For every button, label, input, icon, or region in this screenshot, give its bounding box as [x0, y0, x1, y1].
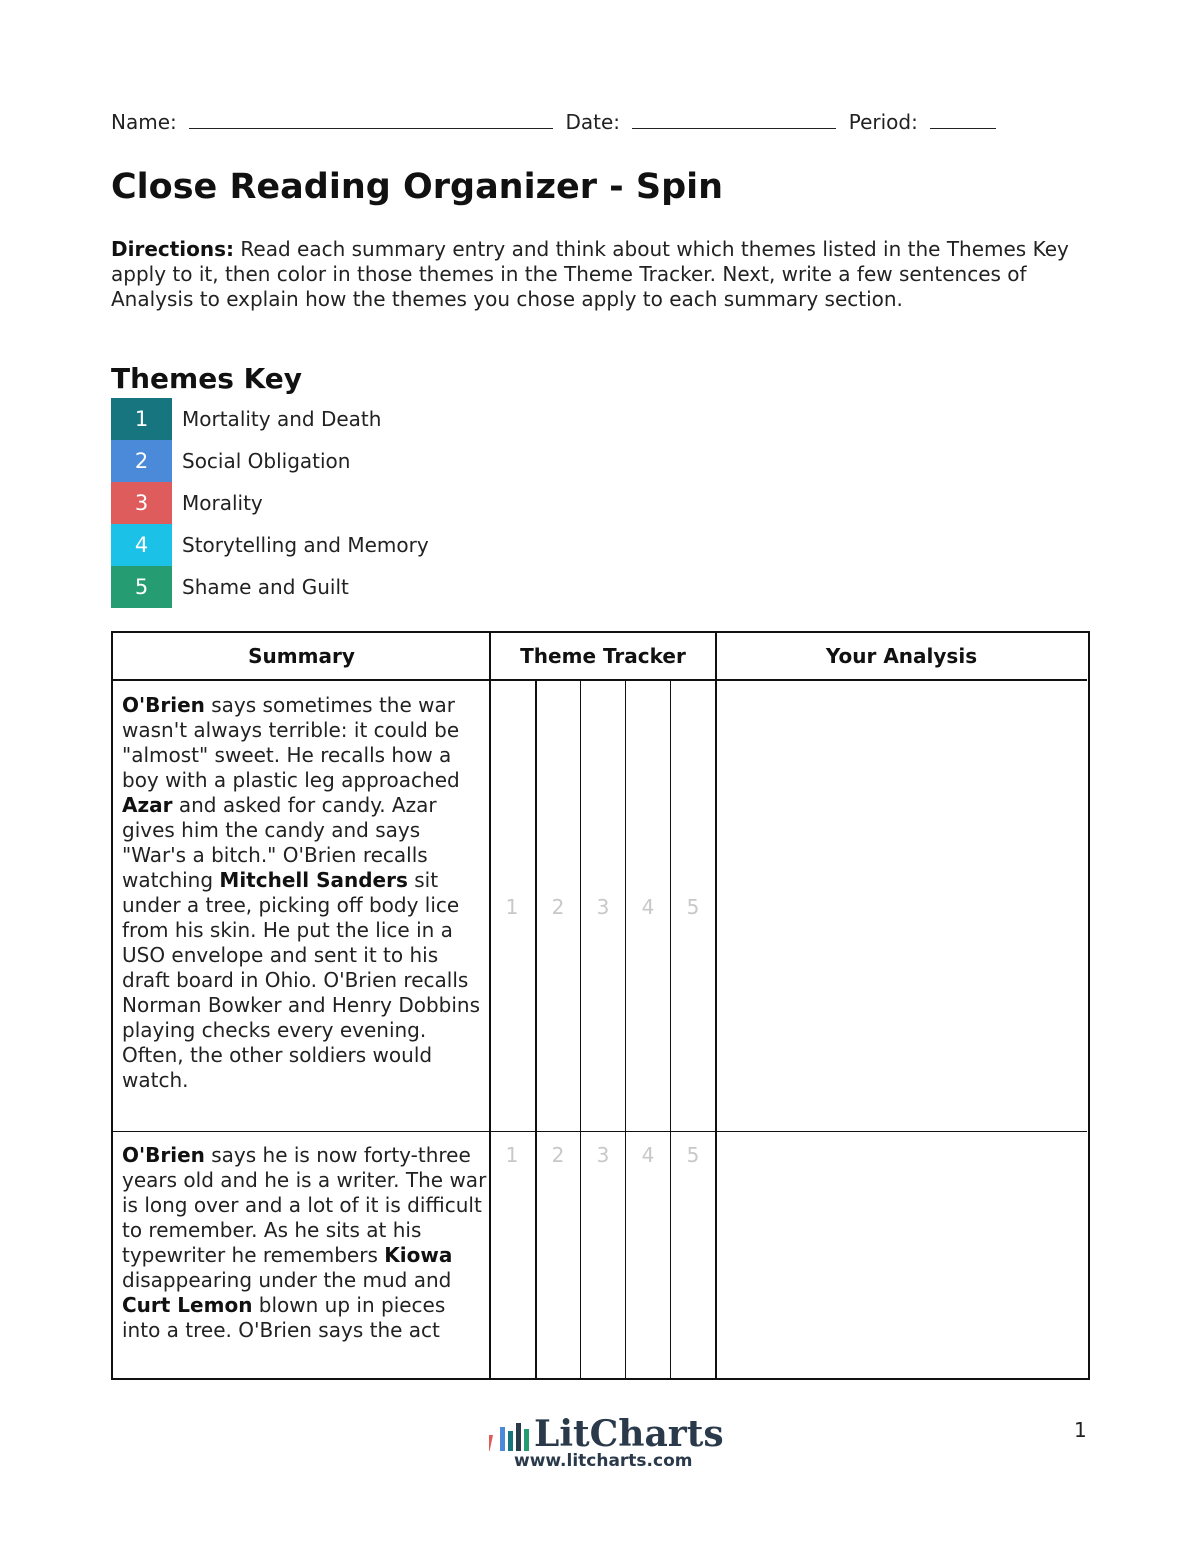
directions-text: Read each summary entry and think about which themes listed in the Themes Key apply to it, then color in those themes in the Theme Tracker. Next, write a few sentences of Analysis to explain how the themes you chose apply to each summary section. [111, 237, 1069, 311]
theme-key-item [111, 398, 429, 440]
theme-tracker-column-header: Theme Tracker [490, 633, 716, 681]
tracker-cell-1[interactable]: 1 [505, 1143, 519, 1167]
tracker-cell-3[interactable]: 3 [596, 1143, 610, 1167]
summary-text: says sometimes the war wasn't always terrible: it could be "almost" sweet. He recalls how a boy with a plastic leg approached [122, 693, 460, 792]
litcharts-logo [489, 1413, 724, 1473]
tracker-cell-4[interactable]: 4 [641, 895, 655, 919]
date-label: Date: [565, 110, 621, 134]
tracker-divider [625, 681, 627, 1378]
tracker-cell-5[interactable]: 5 [686, 1143, 700, 1167]
character-name: Mitchell Sanders [219, 868, 408, 892]
logo-url: www.litcharts.com [514, 1451, 693, 1471]
summary-text: sit under a tree, picking off body lice from his skin. He put the lice in a USO envelope and sent it to his draft board in Ohio. O'Brien recalls Norman Bowker and Henry Dobbins playing checks every evening. Often, the other soldiers would watch. [122, 868, 481, 1092]
tracker-cell-2[interactable]: 2 [551, 895, 565, 919]
theme-key-item [111, 524, 429, 566]
page-number: 1 [1074, 1418, 1087, 1442]
tracker-cell-3[interactable]: 3 [596, 895, 610, 919]
tracker-divider [670, 681, 672, 1378]
theme-label: Morality [182, 491, 263, 515]
organizer-table [111, 631, 1090, 1380]
theme-key-item [111, 440, 429, 482]
page-title: Close Reading Organizer - Spin [111, 167, 724, 207]
theme-number-swatch: 1 [111, 398, 172, 440]
period-blank[interactable] [930, 110, 996, 129]
theme-number-swatch: 3 [111, 482, 172, 524]
character-name: Kiowa [384, 1243, 453, 1267]
analysis-cell[interactable] [717, 1132, 1087, 1378]
bar-chart-icon [489, 1421, 531, 1451]
logo-name: LitCharts [534, 1413, 724, 1455]
theme-key-item [111, 482, 429, 524]
name-blank[interactable] [189, 110, 553, 129]
date-blank[interactable] [632, 110, 836, 129]
theme-number-swatch: 5 [111, 566, 172, 608]
character-name: Curt Lemon [122, 1293, 253, 1317]
theme-label: Mortality and Death [182, 407, 382, 431]
tracker-divider [580, 681, 582, 1378]
analysis-column-header: Your Analysis [716, 633, 1087, 681]
summary-text: disappearing under the mud and [122, 1268, 452, 1292]
tracker-cell-5[interactable]: 5 [686, 895, 700, 919]
tracker-cell-4[interactable]: 4 [641, 1143, 655, 1167]
themes-key-title: Themes Key [111, 362, 303, 395]
character-name: Azar [122, 793, 173, 817]
column-divider [489, 633, 492, 1378]
period-label: Period: [848, 110, 918, 134]
character-name: O'Brien [122, 1143, 205, 1167]
summary-column-header: Summary [113, 633, 490, 681]
directions [111, 237, 1086, 312]
theme-key-item [111, 566, 429, 608]
name-label: Name: [111, 110, 177, 134]
summary-text: blown up in pieces into a tree. O'Brien says the act [122, 1293, 446, 1342]
summary-cell [122, 1143, 487, 1343]
tracker-cell-2[interactable]: 2 [551, 1143, 565, 1167]
summary-cell [122, 693, 487, 1093]
summary-text: and asked for candy. Azar gives him the candy and says "War's a bitch." O'Brien recalls watching [122, 793, 437, 892]
themes-key-list [111, 398, 429, 608]
directions-label: Directions: [111, 237, 235, 261]
theme-label: Shame and Guilt [182, 575, 349, 599]
theme-label: Social Obligation [182, 449, 351, 473]
summary-text: says he is now forty-three years old and he is a writer. The war is long over and a lot of it is difficult to remember. As he sits at his typewriter he remembers [122, 1143, 487, 1267]
theme-number-swatch: 2 [111, 440, 172, 482]
theme-label: Storytelling and Memory [182, 533, 429, 557]
student-info-line [111, 110, 996, 134]
analysis-cell[interactable] [717, 681, 1087, 1130]
theme-number-swatch: 4 [111, 524, 172, 566]
character-name: O'Brien [122, 693, 205, 717]
tracker-divider [535, 681, 537, 1378]
tracker-cell-1[interactable]: 1 [505, 895, 519, 919]
